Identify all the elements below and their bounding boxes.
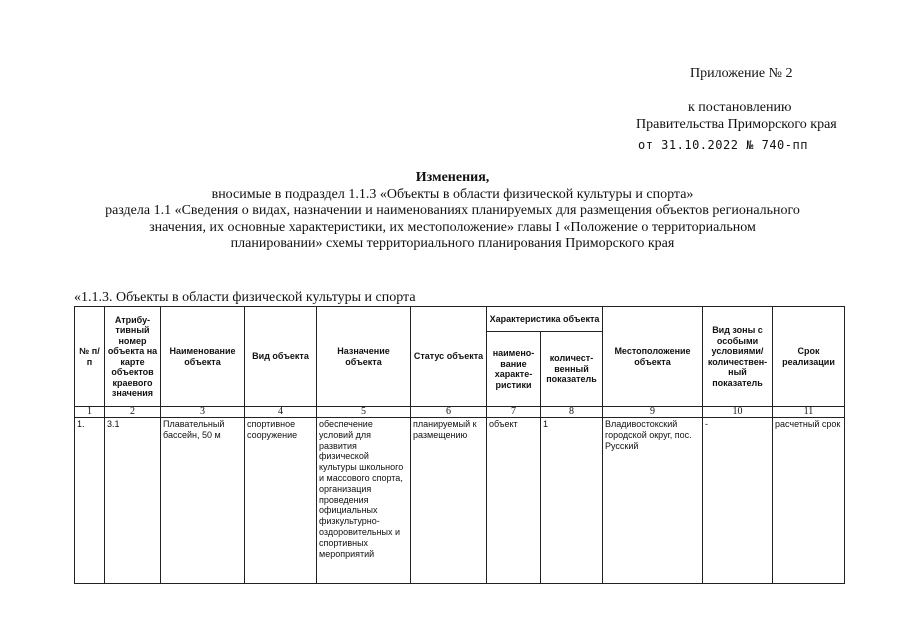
title-line-2: раздела 1.1 «Сведения о видах, назначении и наименованиях планируемых для размещения объектов регионального [105,203,800,218]
cell-attr-num: 3.1 [105,418,161,584]
cell-char-name: объект [487,418,541,584]
appendix-label: Приложение № 2 [690,66,793,81]
cell-name: Плавательный бассейн, 50 м [161,418,245,584]
header-term: Срок реализации [773,307,845,407]
cell-char-value: 1 [541,418,603,584]
header-purpose: Назначение объекта [317,307,411,407]
header-char-name: наимено-вание характе-ристики [487,332,541,407]
cell-status: планируемый к размещению [411,418,487,584]
column-number: 4 [245,407,317,418]
header-characteristic-group: Характеристика объекта [487,307,603,332]
column-number: 9 [603,407,703,418]
cell-purpose: обеспечение условий для развития физической культуры школьного и массового спорта, организация проведения официальных физкультурно-оздоровительных и спортивных мероприятий [317,418,411,584]
resolution-label: к постановлению [688,100,792,115]
column-number: 1 [75,407,105,418]
header-row-1 [75,307,845,332]
column-numbers-row [75,407,845,418]
header-attr-num: Атрибу-тивный номер объекта на карте объектов краевого значения [105,307,161,407]
resolution-date: от 31.10.2022 № 740-пп [638,138,808,152]
header-name: Наименование объекта [161,307,245,407]
header-zone: Вид зоны с особыми условиями/ количествен-ный показатель [703,307,773,407]
column-number: 6 [411,407,487,418]
column-number: 10 [703,407,773,418]
cell-zone: - [703,418,773,584]
title-main: Изменения, [415,170,490,185]
column-number: 7 [487,407,541,418]
cell-term: расчетный срок [773,418,845,584]
objects-table [74,306,845,584]
column-number: 2 [105,407,161,418]
header-status: Статус объекта [411,307,487,407]
column-number: 5 [317,407,411,418]
column-number: 11 [773,407,845,418]
column-number: 3 [161,407,245,418]
header-num: № п/п [75,307,105,407]
title-line-4: планировании» схемы территориального планирования Приморского края [230,236,675,251]
cell-type: спортивное сооружение [245,418,317,584]
government-label: Правительства Приморского края [636,117,837,132]
header-location: Местоположение объекта [603,307,703,407]
title-line-1: вносимые в подраздел 1.1.3 «Объекты в области физической культуры и спорта» [211,186,694,202]
document-title [60,170,845,253]
table-row [75,418,845,584]
header-char-value: количест-венный показатель [541,332,603,407]
column-number: 8 [541,407,603,418]
section-title: «1.1.3. Объекты в области физической культуры и спорта [74,290,416,305]
cell-num: 1. [75,418,105,584]
cell-location: Владивостокский городской округ, пос. Русский [603,418,703,584]
title-line-3: значения, их основные характеристики, их местоположение» главы I «Положение о территориальном [149,219,756,235]
header-type: Вид объекта [245,307,317,407]
